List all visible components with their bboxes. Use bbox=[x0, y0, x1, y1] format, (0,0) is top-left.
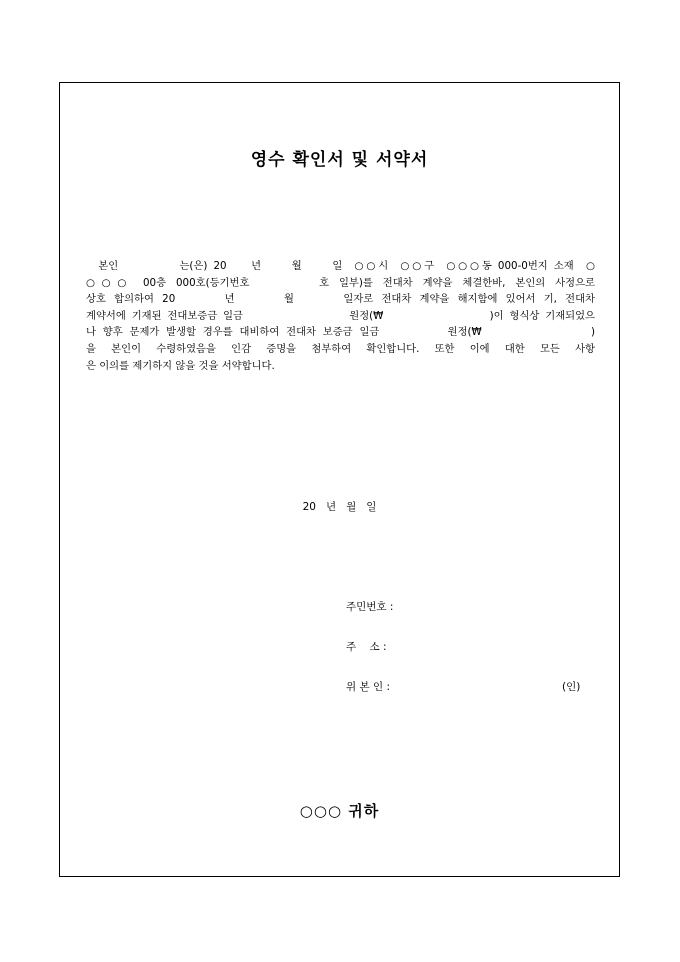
body-line-3: 상호 합의하여 20 년 월 일자로 전대차 계약을 해지함에 있어서 기, 전대차 bbox=[86, 293, 595, 306]
recipient: ○○○ 귀하 bbox=[299, 802, 380, 820]
seal-mark: (인) bbox=[562, 681, 581, 693]
principal-label: 위 본 인 : bbox=[346, 681, 390, 693]
date-line: 20 년 월 일 bbox=[302, 501, 377, 513]
address-label: 주 소 : bbox=[346, 641, 387, 653]
body-line-1: 본인 는(은) 20 년 월 일 ○○시 ○○구 ○○○동 000-0번지 소재 ○ bbox=[86, 260, 595, 272]
document-title: 영수 확인서 및 서약서 bbox=[250, 150, 429, 170]
document-frame bbox=[59, 82, 620, 877]
body-paragraph bbox=[86, 258, 595, 374]
body-line-4: 계약서에 기재된 전대보증금 일금 원정(₩ )이 형식상 기재되었으 bbox=[86, 309, 595, 322]
body-line-5: 나 향후 문제가 발생할 경우를 대비하여 전대차 보증금 일금 원정(₩ ) bbox=[86, 326, 595, 339]
body-line-2: ○○○ 00층 000호(등기번호 호 일부)를 전대차 계약을 체결한바, 본인의 사정으로 bbox=[86, 276, 595, 289]
resident-number-label: 주민번호 : bbox=[346, 601, 394, 613]
body-line-6: 을 본인이 수령하였음을 인감 증명을 첨부하여 확인합니다. 또한 이에 대한 모든 사항 bbox=[86, 342, 595, 355]
body-line-7: 은 이의를 제기하지 않을 것을 서약합니다. bbox=[86, 359, 275, 372]
